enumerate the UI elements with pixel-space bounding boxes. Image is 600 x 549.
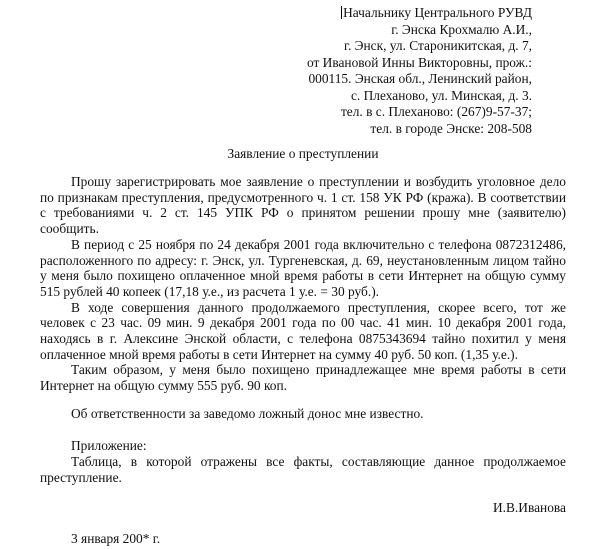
addressee-line: 000115. Энская обл., Ленинский район,	[308, 71, 532, 86]
addressee-line: тел. в с. Плеханово: (267)9-57-37;	[340, 104, 532, 119]
addressee-line: г. Энска Крохмалю А.И.,	[391, 21, 532, 37]
signature: И.В.Иванова	[492, 500, 566, 515]
document-body	[40, 174, 566, 394]
paragraph: В ходе совершения данного продолжаемого преступления, скорее всего, тот же человек с 23 час. 09 мин. 9 декабря 2001 года по 00 час. 41 мин. 10 декабря 2001 года, находясь в г. Алексине Энской области, с телефона 0875343694 тайно похитил у меня оплаченное мной время работы в сети Интернет на сумму 40 руб. 50 коп. (1,35 у.е.).	[40, 299, 566, 362]
responsibility-statement: Об ответственности за заведомо ложный донос мне известно.	[71, 406, 424, 421]
paragraph: Таким образом, у меня было похищено принадлежащее мне время работы в сети Интернет на общую сумму 555 руб. 90 коп.	[40, 362, 566, 394]
paragraph: В период с 25 ноября по 24 декабря 2001 года включительно с телефона 0872312486, расположенного по адресу: г. Энск, ул. Тургеневская, д. 69, неустановленным лицом тайно у меня было похищено оплаченное мной время работы в сети Интернет на общую сумму 515 рублей 40 копеек (17,18 у.е., из расчета 1 у.е. = 30 руб.).	[40, 236, 566, 299]
addressee-block	[307, 5, 532, 137]
addressee-line: с. Плеханово, ул. Минская, д. 3.	[350, 87, 532, 103]
addressee-line: от Ивановой Инны Викторовны, прож.:	[306, 54, 532, 70]
addressee-line[interactable]: Начальнику Центрального РУВД	[343, 5, 532, 20]
appendix-text: Таблица, в которой отражены все факты, составляющие данное продолжаемое преступление.	[40, 454, 566, 485]
document-date: 3 января 200* г.	[71, 531, 161, 546]
appendix-block	[40, 454, 566, 485]
document-title: Заявление о преступлении	[227, 146, 379, 161]
appendix-label: Приложение:	[71, 438, 147, 453]
addressee-line: тел. в городе Энске: 208-508	[370, 120, 532, 136]
addressee-line: г. Энск, ул. Староникитская, д. 7,	[343, 38, 532, 53]
paragraph: Прошу зарегистрировать мое заявление о преступлении и возбудить уголовное дело по признакам преступления, предусмотренного ч. 1 ст. 158 УК РФ (кража). В соответствии с требованиями ч. 2 ст. 145 УПК РФ о принятом решении прошу мне (заявителю) сообщить.	[40, 174, 566, 237]
text-cursor	[341, 6, 342, 19]
